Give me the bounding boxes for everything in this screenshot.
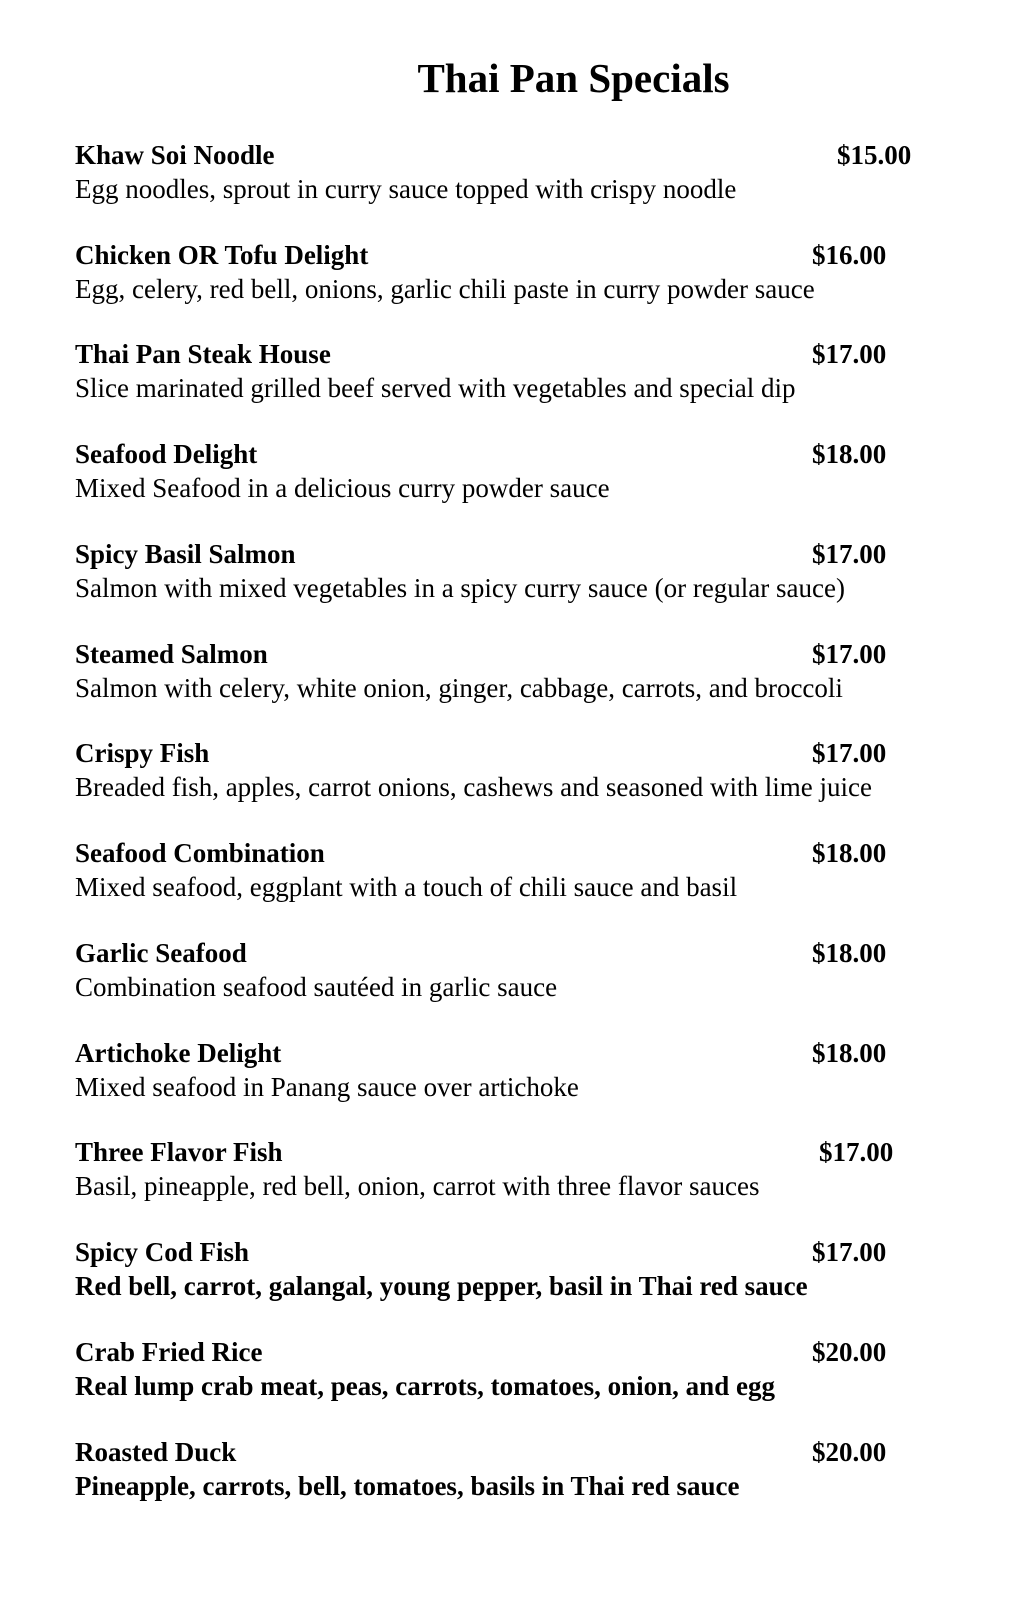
item-price: $17.00	[819, 1137, 894, 1167]
item-name: Garlic Seafood	[75, 938, 247, 968]
item-name: Crispy Fish	[75, 738, 210, 768]
item-description: Egg noodles, sprout in curry sauce topped with crispy noodle	[75, 174, 737, 204]
item-description: Red bell, carrot, galangal, young pepper, basil in Thai red sauce	[75, 1271, 808, 1301]
item-description: Pineapple, carrots, bell, tomatoes, basils in Thai red sauce	[75, 1471, 740, 1501]
menu-item-crab-fried-rice	[75, 1335, 955, 1415]
item-description: Slice marinated grilled beef served with vegetables and special dip	[75, 373, 796, 403]
item-name: Seafood Delight	[75, 439, 258, 469]
menu-item-roasted-duck	[75, 1435, 955, 1515]
item-price: $18.00	[812, 439, 887, 469]
menu-item-seafood-combination	[75, 836, 955, 916]
item-price: $17.00	[812, 639, 887, 669]
menu-item-spicy-basil-salmon	[75, 537, 955, 617]
page-title: Thai Pan Specials	[417, 55, 730, 101]
item-name: Artichoke Delight	[75, 1038, 282, 1068]
item-name: Khaw Soi Noodle	[75, 140, 275, 170]
item-name: Seafood Combination	[75, 838, 325, 868]
item-name: Three Flavor Fish	[75, 1137, 283, 1167]
item-name: Thai Pan Steak House	[75, 339, 331, 369]
item-description: Combination seafood sautéed in garlic sauce	[75, 972, 558, 1002]
menu-item-khaw-soi-noodle	[75, 138, 955, 218]
item-price: $18.00	[812, 838, 887, 868]
item-description: Basil, pineapple, red bell, onion, carrot with three flavor sauces	[75, 1171, 760, 1201]
menu-item-crispy-fish	[75, 736, 955, 816]
item-name: Steamed Salmon	[75, 639, 268, 669]
item-price: $18.00	[812, 938, 887, 968]
item-description: Mixed Seafood in a delicious curry powder sauce	[75, 473, 610, 503]
item-price: $15.00	[837, 140, 912, 170]
item-price: $17.00	[812, 339, 887, 369]
menu-item-three-flavor-fish	[75, 1135, 955, 1215]
item-description: Salmon with celery, white onion, ginger, cabbage, carrots, and broccoli	[75, 673, 843, 703]
item-price: $17.00	[812, 1237, 887, 1267]
item-name: Spicy Cod Fish	[75, 1237, 250, 1267]
item-description: Salmon with mixed vegetables in a spicy curry sauce (or regular sauce)	[75, 573, 845, 603]
menu-item-garlic-seafood	[75, 936, 955, 1016]
menu-item-thai-pan-steak-house	[75, 337, 955, 417]
item-price: $17.00	[812, 539, 887, 569]
item-price: $20.00	[812, 1337, 887, 1367]
item-description: Mixed seafood in Panang sauce over artichoke	[75, 1072, 579, 1102]
item-description: Mixed seafood, eggplant with a touch of chili sauce and basil	[75, 872, 738, 902]
item-price: $16.00	[812, 240, 887, 270]
menu-item-spicy-cod-fish	[75, 1235, 955, 1315]
item-description: Egg, celery, red bell, onions, garlic chili paste in curry powder sauce	[75, 274, 815, 304]
item-name: Chicken OR Tofu Delight	[75, 240, 369, 270]
item-price: $20.00	[812, 1437, 887, 1467]
item-description: Real lump crab meat, peas, carrots, tomatoes, onion, and egg	[75, 1371, 775, 1401]
item-description: Breaded fish, apples, carrot onions, cashews and seasoned with lime juice	[75, 772, 873, 802]
menu-item-steamed-salmon	[75, 637, 955, 717]
menu-item-chicken-or-tofu-delight	[75, 238, 955, 318]
item-price: $17.00	[812, 738, 887, 768]
menu-item-artichoke-delight	[75, 1036, 955, 1116]
item-name: Spicy Basil Salmon	[75, 539, 296, 569]
item-name: Roasted Duck	[75, 1437, 237, 1467]
menu-item-seafood-delight	[75, 437, 955, 517]
item-price: $18.00	[812, 1038, 887, 1068]
item-name: Crab Fried Rice	[75, 1337, 263, 1367]
